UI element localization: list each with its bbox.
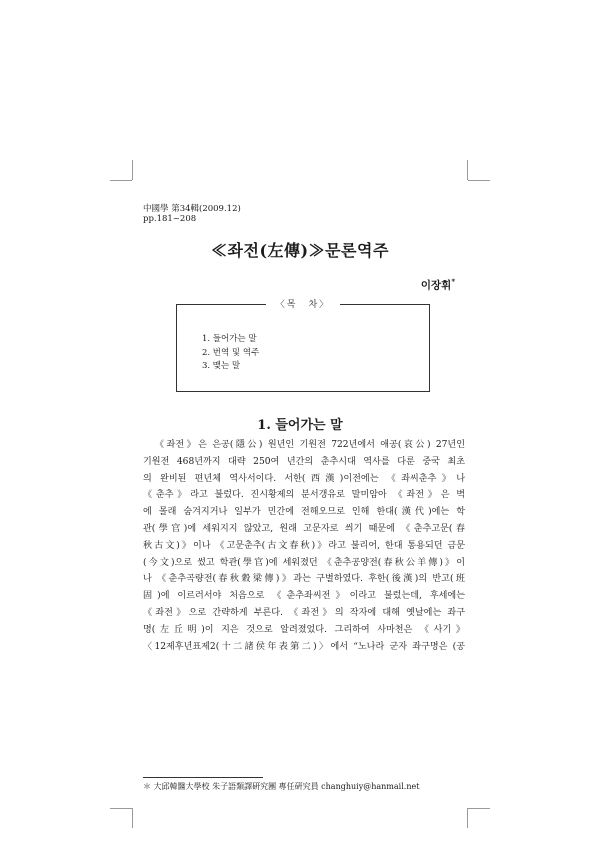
body-line: 《춘추》라고 불렀다. 진시황제의 분서갱유로 말미암아 《좌전》은 벽 bbox=[143, 490, 465, 501]
body-line: 固)에 이르러서야 처음으로 《춘추좌씨전》이라고 불렀는데, 후세에는 bbox=[143, 591, 465, 602]
toc-list bbox=[202, 333, 259, 374]
crop-mark-bottom-left-h bbox=[110, 808, 132, 809]
body-line: 기원전 468년까지 대략 250여 년간의 춘추시대 역사를 다룬 중국 최초 bbox=[143, 456, 465, 467]
toc-heading bbox=[177, 297, 429, 310]
body-line: (今文)으로 썼고 학관(學官)에 세워졌던 《춘추공양전(春秋公羊傳)》이 bbox=[143, 557, 465, 568]
toc-item: 3. 맺는 말 bbox=[202, 361, 241, 371]
toc-item: 2. 번역 및 역주 bbox=[202, 347, 260, 358]
crop-mark-bottom-left-v bbox=[132, 808, 133, 828]
author-name: 이장휘 bbox=[420, 279, 452, 292]
crop-mark-bottom-right-h bbox=[468, 808, 490, 809]
body-line: 관(學官)에 세워지지 않았고, 원래 고문자로 씌기 때문에 《춘추고문(春 bbox=[143, 523, 465, 534]
crop-mark-top-right-h bbox=[468, 180, 490, 181]
crop-mark-bottom-right-v bbox=[467, 808, 468, 828]
toc-item: 1. 들어가는 말 bbox=[202, 334, 257, 344]
crop-mark-top-left-h bbox=[110, 180, 132, 181]
body-line: 《좌전》은 은공(隱公) 원년인 기원전 722년에서 애공(哀公) 27년인 bbox=[155, 440, 465, 450]
footnote: ＊ 大邱韓醫大學校 朱子語類譯硏究團 專任硏究員 changhuiy@hanmail.net bbox=[143, 782, 420, 791]
body-line: 秋古文)》이나 《고문춘추(古文春秋)》라고 불리어, 한대 통용되던 금문 bbox=[143, 540, 465, 551]
body-line: 의 완비된 편년체 역사서이다. 서한(西漢)이전에는 《좌씨춘추》나 bbox=[143, 473, 465, 484]
crop-mark-top-right-v bbox=[467, 160, 468, 180]
body-text bbox=[143, 437, 465, 655]
author-footnote-mark: * bbox=[451, 277, 455, 286]
author bbox=[421, 277, 455, 293]
body-line: 명(左丘明)이 지은 것으로 알려졌었다. 그리하여 사마천은 《사기》 bbox=[143, 624, 465, 635]
footnote-rule bbox=[143, 777, 263, 778]
body-line: 《좌전》으로 간략하게 부른다. 《좌전》의 작자에 대해 옛날에는 좌구 bbox=[143, 607, 465, 618]
journal-issue: 中國學 第34輯(2009.12) bbox=[143, 204, 241, 214]
paper-title: ≪좌전(左傳)≫문론역주 bbox=[211, 241, 389, 260]
journal-info bbox=[143, 204, 241, 224]
body-line: 〈12제후년표제2(十二諸侯年表第二)〉에서 “노나라 군자 좌구명은 (공 bbox=[143, 641, 465, 652]
body-line: 에 몰래 숨겨지거나 일부가 민간에 전해오므로 인해 한대(漢代)에는 학 bbox=[143, 507, 465, 518]
body-line: 나 《춘추곡량전(春秋穀梁傳)》과는 구별하였다. 후한(後漢)의 반고(班 bbox=[143, 574, 465, 585]
crop-mark-top-left-v bbox=[132, 160, 133, 180]
table-of-contents bbox=[176, 300, 430, 392]
toc-heading-text: 〈목 차〉 bbox=[266, 300, 340, 310]
section-title: 1. 들어가는 말 bbox=[257, 418, 343, 433]
journal-pages: pp.181~208 bbox=[143, 214, 197, 224]
